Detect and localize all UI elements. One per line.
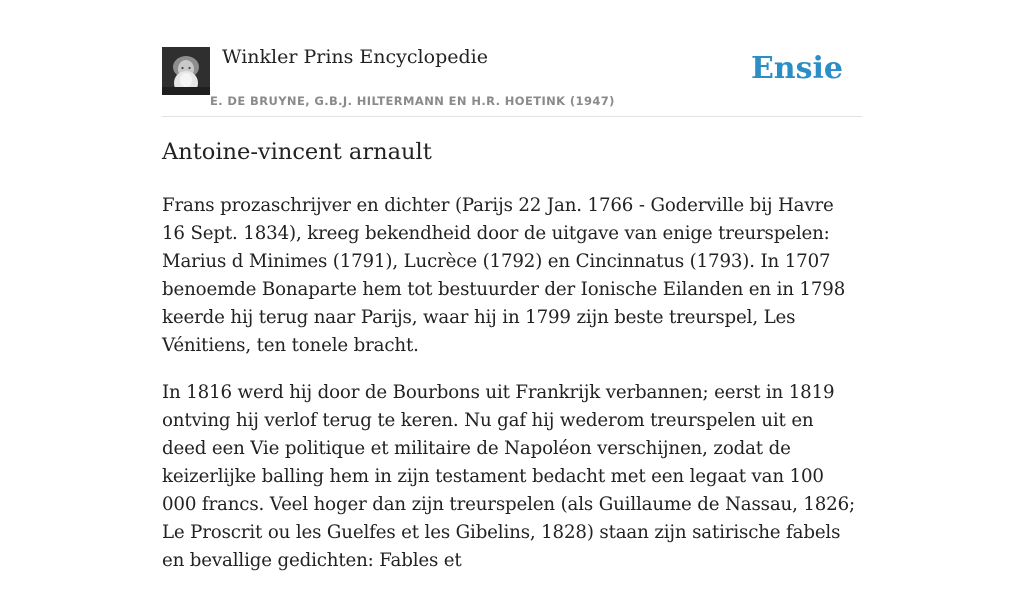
- ensie-logo-link[interactable]: Ensie: [750, 51, 843, 86]
- article-paragraph: In 1816 werd hij door de Bourbons uit Frankrijk verbannen; eerst in 1819 ontving hij verlof terug te keren. Nu gaf hij wederom treurspelen uit en deed een Vie politique et militaire de Napoléon verschijnen, zodat de keizerlijke balling hem in zijn testament bedacht met een legaat van 100 000 francs. Veel hoger dan zijn treurspelen (als Guillaume de Nassau, 1826; Le Proscrit ou les Guelfes et les Gibelins, 1828) staan zijn satirische fabels en bevallige gedichten: Fables et: [162, 382, 855, 571]
- author-portrait-avatar[interactable]: [162, 47, 210, 95]
- article-body: [162, 192, 862, 594]
- source-authors: E. DE BRUYNE, G.B.J. HILTERMANN EN H.R. HOETINK (1947): [210, 94, 615, 108]
- source-header: [162, 46, 862, 117]
- portrait-image: [162, 47, 210, 95]
- article-paragraph: Frans prozaschrijver en dichter (Parijs 22 Jan. 1766 - Goderville bij Havre 16 Sept. 1834), kreeg bekendheid door de uitgave van enige treurspelen: Marius d Minimes (1791), Lucrèce (1792) en Cincinnatus (1793). In 1707 benoemde Bonaparte hem tot bestuurder der Ionische Eilanden en in 1798 keerde hij terug naar Parijs, waar hij in 1799 zijn beste treurspel, Les Vénitiens, ten tonele bracht.: [162, 195, 846, 356]
- article-title: Antoine-vincent arnault: [162, 139, 432, 165]
- source-title-link[interactable]: Winkler Prins Encyclopedie: [222, 46, 488, 68]
